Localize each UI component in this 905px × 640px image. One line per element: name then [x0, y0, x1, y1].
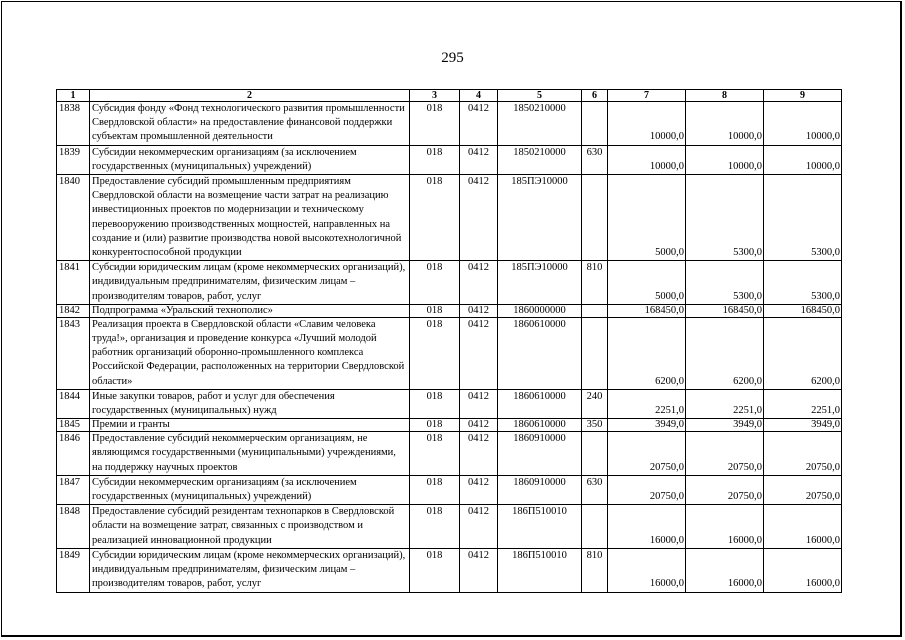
row-description: Премии и гранты — [90, 419, 410, 432]
code-expense-type: 240 — [582, 389, 608, 418]
row-number: 1846 — [57, 432, 90, 476]
amount-col-9: 2251,0 — [764, 389, 842, 418]
column-header: 4 — [460, 90, 498, 102]
amount-col-8: 20750,0 — [686, 432, 764, 476]
code-expense-type: 630 — [582, 475, 608, 504]
amount-col-8: 16000,0 — [686, 548, 764, 592]
amount-col-7: 6200,0 — [608, 317, 686, 389]
code-ministry: 018 — [410, 505, 460, 549]
code-expense-type: 630 — [582, 145, 608, 174]
table-row — [57, 432, 842, 476]
table-row — [57, 145, 842, 174]
table-row — [57, 175, 842, 261]
amount-col-7: 3949,0 — [608, 419, 686, 432]
amount-col-7: 5000,0 — [608, 175, 686, 261]
code-ministry: 018 — [410, 261, 460, 305]
column-header: 1 — [57, 90, 90, 102]
amount-col-7: 16000,0 — [608, 505, 686, 549]
code-section: 0412 — [460, 475, 498, 504]
amount-col-8: 16000,0 — [686, 505, 764, 549]
code-expense-type — [582, 304, 608, 317]
code-ministry: 018 — [410, 304, 460, 317]
code-target: 1850210000 — [498, 145, 582, 174]
row-description: Субсидия фонду «Фонд технологического развития промышленности Свердловской области» на предоставление финансовой поддержки субъектам промышленной деятельности — [90, 102, 410, 146]
amount-col-8: 3949,0 — [686, 419, 764, 432]
amount-col-7: 16000,0 — [608, 548, 686, 592]
row-number: 1842 — [57, 304, 90, 317]
amount-col-7: 168450,0 — [608, 304, 686, 317]
amount-col-8: 10000,0 — [686, 102, 764, 146]
column-header: 5 — [498, 90, 582, 102]
table-row — [57, 261, 842, 305]
code-target: 186П510010 — [498, 548, 582, 592]
amount-col-9: 16000,0 — [764, 548, 842, 592]
table-row — [57, 304, 842, 317]
row-description: Субсидии юридическим лицам (кроме некоммерческих организаций), индивидуальным предпринимателям, физическим лицам – производителям товаров, работ, услуг — [90, 548, 410, 592]
table-row — [57, 389, 842, 418]
code-target: 1860610000 — [498, 419, 582, 432]
amount-col-9: 5300,0 — [764, 175, 842, 261]
amount-col-7: 20750,0 — [608, 475, 686, 504]
table-row — [57, 317, 842, 389]
code-ministry: 018 — [410, 475, 460, 504]
code-section: 0412 — [460, 102, 498, 146]
code-target: 186П510010 — [498, 505, 582, 549]
amount-col-8: 5300,0 — [686, 175, 764, 261]
table-row — [57, 102, 842, 146]
amount-col-9: 10000,0 — [764, 102, 842, 146]
code-section: 0412 — [460, 175, 498, 261]
code-target: 1860610000 — [498, 317, 582, 389]
code-section: 0412 — [460, 261, 498, 305]
code-section: 0412 — [460, 317, 498, 389]
row-number: 1847 — [57, 475, 90, 504]
amount-col-9: 6200,0 — [764, 317, 842, 389]
row-description: Иные закупки товаров, работ и услуг для обеспечения государственных (муниципальных) нужд — [90, 389, 410, 418]
code-section: 0412 — [460, 389, 498, 418]
row-description: Реализация проекта в Свердловской области «Славим человека труда!», организация и проведение конкурса «Лучший молодой работник организаций оборонно-промышленного комплекса Российской Федерации, расположенных на территории Свердловской области» — [90, 317, 410, 389]
code-expense-type: 350 — [582, 419, 608, 432]
code-expense-type — [582, 505, 608, 549]
amount-col-9: 5300,0 — [764, 261, 842, 305]
code-section: 0412 — [460, 304, 498, 317]
code-ministry: 018 — [410, 432, 460, 476]
amount-col-8: 6200,0 — [686, 317, 764, 389]
code-section: 0412 — [460, 432, 498, 476]
code-target: 185ПЭ10000 — [498, 175, 582, 261]
row-number: 1844 — [57, 389, 90, 418]
code-expense-type: 810 — [582, 261, 608, 305]
row-description: Субсидии юридическим лицам (кроме некоммерческих организаций), индивидуальным предпринимателям, физическим лицам – производителям товаров, работ, услуг — [90, 261, 410, 305]
table-row — [57, 505, 842, 549]
row-description: Предоставление субсидий некоммерческим организациям, не являющимся государственными (муниципальными) учреждениями, на поддержку научных проектов — [90, 432, 410, 476]
row-number: 1840 — [57, 175, 90, 261]
column-header: 7 — [608, 90, 686, 102]
amount-col-9: 10000,0 — [764, 145, 842, 174]
header-row — [57, 90, 842, 102]
row-description: Субсидии некоммерческим организациям (за исключением государственных (муниципальных) учреждений) — [90, 475, 410, 504]
code-expense-type — [582, 102, 608, 146]
amount-col-9: 16000,0 — [764, 505, 842, 549]
row-description: Предоставление субсидий резидентам технопарков в Свердловской области на возмещение затрат, связанных с производством и реализацией инновационной продукции — [90, 505, 410, 549]
amount-col-7: 2251,0 — [608, 389, 686, 418]
row-description: Предоставление субсидий промышленным предприятиям Свердловской области на возмещение части затрат на реализацию инвестиционных проектов по модернизации и техническому перевооружению производственных мощностей, направленных на создание и (или) развитие производства новой высокотехнологичной конкурентоспособной продукции — [90, 175, 410, 261]
code-section: 0412 — [460, 419, 498, 432]
row-number: 1841 — [57, 261, 90, 305]
amount-col-8: 2251,0 — [686, 389, 764, 418]
code-ministry: 018 — [410, 548, 460, 592]
code-target: 1860610000 — [498, 389, 582, 418]
column-header: 2 — [90, 90, 410, 102]
column-header: 3 — [410, 90, 460, 102]
amount-col-8: 5300,0 — [686, 261, 764, 305]
amount-col-7: 10000,0 — [608, 102, 686, 146]
code-target: 1860910000 — [498, 475, 582, 504]
amount-col-9: 3949,0 — [764, 419, 842, 432]
row-number: 1838 — [57, 102, 90, 146]
amount-col-7: 5000,0 — [608, 261, 686, 305]
amount-col-8: 10000,0 — [686, 145, 764, 174]
column-header: 6 — [582, 90, 608, 102]
budget-table — [56, 89, 842, 593]
code-target: 1850210000 — [498, 102, 582, 146]
table-row — [57, 548, 842, 592]
code-section: 0412 — [460, 505, 498, 549]
code-target: 1860910000 — [498, 432, 582, 476]
code-expense-type — [582, 175, 608, 261]
code-expense-type — [582, 432, 608, 476]
code-expense-type — [582, 317, 608, 389]
table-row — [57, 475, 842, 504]
row-number: 1843 — [57, 317, 90, 389]
page-number: 295 — [441, 50, 464, 66]
row-number: 1845 — [57, 419, 90, 432]
amount-col-9: 20750,0 — [764, 432, 842, 476]
code-ministry: 018 — [410, 317, 460, 389]
row-description: Подпрограмма «Уральский технополис» — [90, 304, 410, 317]
amount-col-9: 20750,0 — [764, 475, 842, 504]
code-target: 1860000000 — [498, 304, 582, 317]
code-section: 0412 — [460, 145, 498, 174]
column-header: 8 — [686, 90, 764, 102]
code-target: 185ПЭ10000 — [498, 261, 582, 305]
code-ministry: 018 — [410, 419, 460, 432]
row-description: Субсидии некоммерческим организациям (за исключением государственных (муниципальных) учреждений) — [90, 145, 410, 174]
row-number: 1849 — [57, 548, 90, 592]
code-ministry: 018 — [410, 145, 460, 174]
amount-col-7: 20750,0 — [608, 432, 686, 476]
amount-col-7: 10000,0 — [608, 145, 686, 174]
code-expense-type: 810 — [582, 548, 608, 592]
amount-col-8: 168450,0 — [686, 304, 764, 317]
column-header: 9 — [764, 90, 842, 102]
row-number: 1839 — [57, 145, 90, 174]
row-number: 1848 — [57, 505, 90, 549]
amount-col-8: 20750,0 — [686, 475, 764, 504]
code-ministry: 018 — [410, 389, 460, 418]
code-ministry: 018 — [410, 102, 460, 146]
amount-col-9: 168450,0 — [764, 304, 842, 317]
table-row — [57, 419, 842, 432]
code-section: 0412 — [460, 548, 498, 592]
code-ministry: 018 — [410, 175, 460, 261]
